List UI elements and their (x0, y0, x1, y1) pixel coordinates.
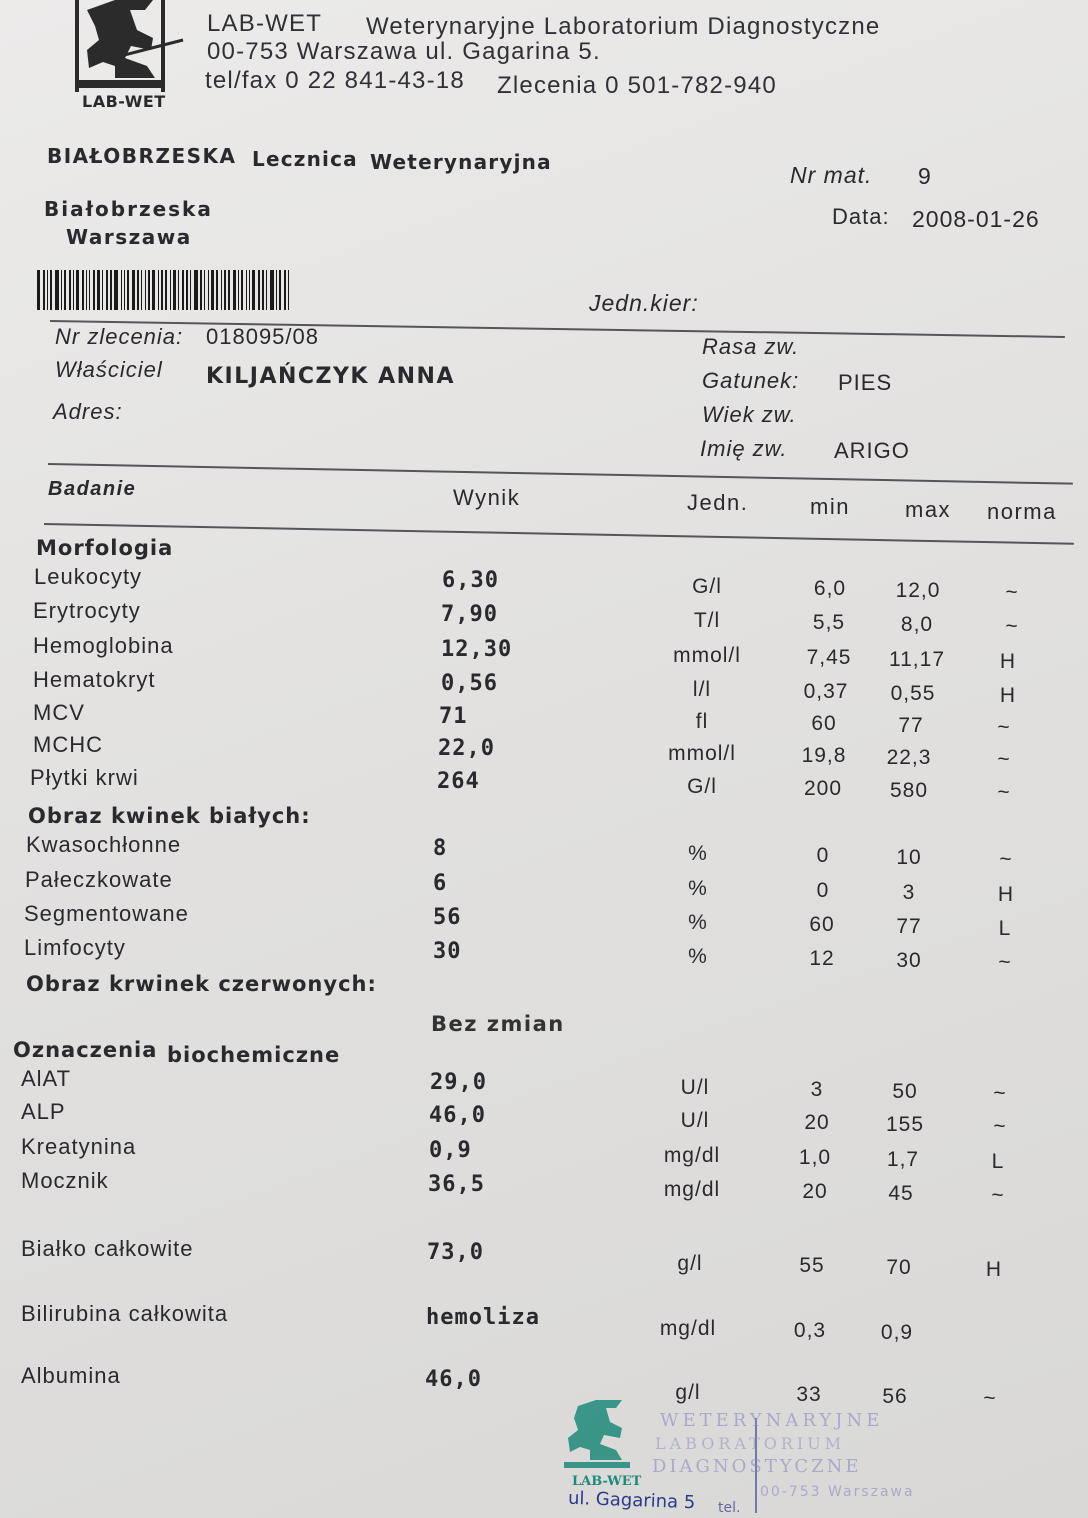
row-result-value: 71 (439, 704, 468, 729)
row-test-name: Pałeczkowate (25, 867, 173, 892)
row-norm-flag: ~ (991, 1184, 1005, 1207)
row-norm-flag: ~ (998, 951, 1012, 974)
row-result-value: 46,0 (425, 1367, 482, 1392)
barcode-bar (288, 270, 289, 310)
row-test-name: Leukocyty (34, 564, 143, 589)
row-min: 20 (804, 1111, 830, 1134)
barcode-bar (69, 270, 71, 310)
row-max: 155 (885, 1113, 925, 1136)
row-max: 56 (882, 1385, 908, 1408)
row-min: 60 (811, 712, 837, 735)
lab-full-name: Weterynaryjne Laboratorium Diagnostyczne (366, 13, 881, 40)
row-result-value: 46,0 (429, 1103, 486, 1128)
barcode-bar (182, 270, 184, 310)
section-white-cells: Obraz kwinek białych: (28, 804, 311, 828)
row-min: 0 (816, 879, 830, 902)
barcode-bar (221, 270, 222, 310)
barcode-bar (186, 270, 188, 310)
row-norm-flag: ~ (999, 848, 1013, 871)
barcode-bar (86, 270, 87, 310)
clinic-name-1: BIAŁOBRZESKA (47, 144, 237, 168)
row-result-value: 0,56 (441, 671, 498, 696)
col-header-min: min (810, 494, 850, 519)
section-red-cells: Obraz krwinek czerwonych: (26, 972, 377, 996)
row-unit: % (688, 911, 708, 934)
row-min: 7,45 (806, 646, 852, 669)
row-unit: U/l (680, 1076, 710, 1099)
barcode-bar (137, 270, 139, 310)
barcode-bar (216, 270, 218, 310)
stamp-tel: tel. (718, 1500, 741, 1516)
row-test-name: Limfocyty (24, 935, 126, 960)
barcode-bar (249, 270, 250, 310)
row-norm-flag: ~ (997, 716, 1011, 739)
col-header-norma: norma (987, 499, 1057, 524)
row-unit: % (688, 877, 708, 900)
row-test-name: Płytki krwi (30, 765, 139, 790)
breed-label: Rasa zw. (702, 334, 800, 359)
row-result-value: 29,0 (430, 1070, 487, 1095)
lab-orders-phone: Zlecenia 0 501-782-940 (497, 72, 777, 99)
animal-name-label: Imię zw. (700, 436, 788, 461)
divider-line (48, 463, 1073, 485)
barcode-bar (194, 270, 198, 310)
row-max: 77 (898, 714, 924, 737)
row-min: 55 (799, 1254, 825, 1277)
barcode-bar (270, 270, 274, 310)
barcode-bar (279, 270, 281, 310)
lab-phone: tel/fax 0 22 841-43-18 (205, 67, 465, 94)
row-unit: mg/dl (663, 1144, 721, 1167)
barcode-bar (233, 270, 236, 310)
row-norm-flag: H (985, 1258, 1003, 1281)
barcode-bar (252, 270, 255, 310)
row-test-name: MCV (33, 700, 85, 725)
barcode-bar (228, 270, 230, 310)
species-value: PIES (838, 370, 893, 395)
barcode-bar (50, 270, 52, 310)
row-test-name: Mocznik (21, 1168, 109, 1193)
row-min: 33 (796, 1383, 822, 1406)
barcode-bar (76, 270, 79, 310)
barcode-bar (102, 270, 103, 310)
row-result-value: 22,0 (438, 736, 495, 761)
barcode-bar (258, 270, 260, 310)
row-max: 1,7 (886, 1148, 920, 1171)
row-unit: l/l (692, 678, 712, 701)
clinic-name-3: Weterynaryjna (370, 150, 552, 174)
section-morfologia: Morfologia (36, 536, 174, 560)
barcode-bar (61, 270, 62, 310)
row-test-name: Kwasochłonne (26, 832, 182, 857)
row-norm-flag: H (999, 650, 1017, 673)
barcode-bar (82, 270, 84, 310)
row-test-name: Erytrocyty (33, 598, 141, 623)
barcode-bar (190, 270, 191, 310)
row-max: 45 (888, 1182, 914, 1205)
row-max: 0,9 (880, 1321, 914, 1344)
barcode-bar (208, 270, 209, 310)
row-result-value: 73,0 (427, 1240, 484, 1265)
barcode-bar (170, 270, 171, 310)
row-norm-flag: ~ (1005, 581, 1019, 604)
barcode-bar (55, 270, 59, 310)
barcode-bar (73, 270, 74, 310)
row-norm-flag: ~ (993, 1115, 1007, 1138)
barcode-bar (43, 270, 45, 310)
row-max: 11,17 (889, 648, 945, 671)
row-max: 12,0 (895, 579, 941, 602)
barcode-bar (165, 270, 167, 310)
barcode (37, 270, 327, 310)
barcode-bar (141, 270, 142, 310)
row-test-name: Hemoglobina (33, 633, 174, 658)
row-result-value: 56 (433, 905, 462, 930)
stamp-address: ul. Gagarina 5 (567, 1487, 696, 1514)
nr-mat-label: Nr mat. (790, 162, 873, 188)
barcode-bar (204, 270, 205, 310)
row-unit: mmol/l (673, 644, 741, 667)
clinic-line-2: Warszawa (66, 225, 192, 249)
row-norm-flag: ~ (993, 1082, 1007, 1105)
barcode-bar (266, 270, 267, 310)
jedn-kier-label: Jedn.kier: (589, 290, 699, 316)
row-result-value: 0,9 (429, 1138, 472, 1163)
col-header-wynik: Wynik (453, 485, 521, 510)
row-test-name: MCHC (33, 732, 103, 757)
row-test-name: Kreatynina (21, 1134, 137, 1159)
row-min: 19,8 (801, 744, 847, 767)
row-unit: G/l (687, 775, 717, 798)
order-number-label: Nr zlecenia: (55, 324, 184, 349)
row-unit: mg/dl (659, 1317, 717, 1340)
barcode-bar (173, 270, 176, 310)
lab-address: 00-753 Warszawa ul. Gagarina 5. (207, 38, 601, 65)
address-label: Adres: (53, 399, 123, 424)
row-min: 1,0 (798, 1146, 832, 1169)
stamp-city: 00-753 Warszawa (760, 1484, 915, 1500)
section-biochem-2: biochemiczne (167, 1043, 341, 1067)
row-norm-flag: L (991, 1150, 1005, 1173)
row-max: 70 (886, 1256, 912, 1279)
row-result-value: 6,30 (442, 568, 499, 593)
barcode-bar (241, 270, 243, 310)
row-min: 0 (816, 844, 830, 867)
order-number-value: 018095/08 (206, 324, 319, 349)
row-max: 3 (902, 881, 916, 904)
stamp-line-1: WETERYNARYJNE (660, 1410, 884, 1431)
barcode-bar (238, 270, 239, 310)
row-norm-flag: ~ (997, 781, 1011, 804)
barcode-bar (106, 270, 108, 310)
stamp-caption: LAB-WET (572, 1474, 642, 1489)
row-norm-flag: H (997, 883, 1015, 906)
row-norm-flag: ~ (1005, 615, 1019, 638)
row-result-value: hemoliza (426, 1305, 540, 1330)
row-unit: G/l (692, 575, 722, 598)
barcode-bar (161, 270, 163, 310)
barcode-bar (121, 270, 122, 310)
stamp-logo-icon (568, 1400, 622, 1460)
lab-short-name: LAB-WET (207, 10, 323, 37)
row-unit: mg/dl (663, 1178, 721, 1201)
row-test-name: AlAT (21, 1066, 72, 1091)
row-test-name: Albumina (21, 1363, 121, 1388)
row-unit: fl (695, 710, 709, 733)
section-biochem-1: Oznaczenia (13, 1038, 158, 1062)
row-unit: U/l (680, 1109, 710, 1132)
barcode-bar (246, 270, 247, 310)
barcode-bar (114, 270, 118, 310)
row-max: 22,3 (886, 746, 932, 769)
barcode-bar (127, 270, 129, 310)
row-norm-flag: H (999, 684, 1017, 707)
stamp-line-2: LABORATORIUM (655, 1434, 846, 1453)
barcode-bar (262, 270, 264, 310)
row-min: 200 (803, 777, 843, 800)
row-min: 0,3 (793, 1319, 827, 1342)
barcode-bar (145, 270, 146, 310)
barcode-bar (64, 270, 66, 310)
row-result-value: 8 (433, 836, 448, 861)
barcode-bar (124, 270, 125, 310)
date-value: 2008-01-26 (912, 206, 1040, 232)
row-unit: g/l (675, 1381, 701, 1404)
barcode-bar (132, 270, 135, 310)
divider-line (44, 523, 1074, 545)
barcode-bar (148, 270, 150, 310)
barcode-bar (178, 270, 179, 310)
row-unit: % (688, 842, 708, 865)
col-header-badanie: Badanie (48, 478, 137, 500)
row-result-value: 264 (437, 769, 480, 794)
barcode-bar (93, 270, 95, 310)
row-test-name: Białko całkowite (21, 1236, 194, 1261)
barcode-bar (47, 270, 48, 310)
row-max: 10 (896, 846, 922, 869)
owner-label: Właściciel (55, 357, 163, 382)
row-test-name: Hematokryt (33, 667, 156, 692)
barcode-bar (97, 270, 100, 310)
barcode-bar (284, 270, 286, 310)
row-max: 50 (892, 1080, 918, 1103)
barcode-bar (37, 270, 40, 310)
row-test-name: Segmentowane (24, 901, 189, 926)
barcode-bar (276, 270, 277, 310)
animal-name-value: ARIGO (834, 438, 910, 463)
row-norm-flag: ~ (997, 748, 1011, 771)
clinic-line-1: Białobrzeska (44, 197, 213, 221)
row-result-value: 30 (433, 939, 462, 964)
row-max: 77 (896, 915, 922, 938)
logo-caption: LAB-WET (82, 92, 166, 111)
col-header-jedn: Jedn. (687, 490, 749, 515)
row-unit: T/l (693, 609, 721, 632)
row-min: 3 (810, 1078, 824, 1101)
owner-value: KILJAŃCZYK ANNA (206, 364, 455, 389)
row-min: 0,37 (803, 680, 849, 703)
row-test-name: Bilirubina całkowita (21, 1301, 229, 1326)
row-min: 60 (809, 913, 835, 936)
row-unit: % (688, 945, 708, 968)
age-label: Wiek zw. (702, 402, 797, 427)
barcode-bar (158, 270, 159, 310)
row-result-value: 7,90 (441, 602, 498, 627)
row-min: 20 (802, 1180, 828, 1203)
row-max: 8,0 (900, 613, 934, 636)
row-max: 580 (889, 779, 929, 802)
row-max: 0,55 (890, 682, 936, 705)
row-min: 5,5 (812, 611, 846, 634)
row-unit: mmol/l (668, 742, 736, 765)
barcode-bar (152, 270, 155, 310)
row-result-value: 36,5 (428, 1172, 485, 1197)
red-cells-result: Bez zmian (431, 1012, 565, 1036)
row-min: 12 (809, 947, 835, 970)
row-max: 30 (896, 949, 922, 972)
barcode-bar (200, 270, 202, 310)
barcode-bar (224, 270, 226, 310)
barcode-bar (89, 270, 90, 310)
barcode-bar (211, 270, 214, 310)
row-norm-flag: L (998, 917, 1012, 940)
row-norm-flag: ~ (983, 1387, 997, 1410)
row-test-name: ALP (21, 1099, 66, 1124)
row-result-value: 6 (433, 871, 448, 896)
row-unit: g/l (677, 1252, 703, 1275)
species-label: Gatunek: (702, 368, 800, 393)
col-header-max: max (905, 497, 952, 522)
barcode-bar (110, 270, 112, 310)
clinic-name-2: Lecznica (252, 147, 358, 171)
date-label: Data: (832, 204, 890, 229)
row-min: 6,0 (813, 577, 847, 600)
stamp-line-3: DIAGNOSTYCZNE (652, 1456, 862, 1477)
row-result-value: 12,30 (441, 637, 513, 662)
nr-mat-value: 9 (918, 163, 932, 189)
divider-line (50, 320, 1065, 338)
